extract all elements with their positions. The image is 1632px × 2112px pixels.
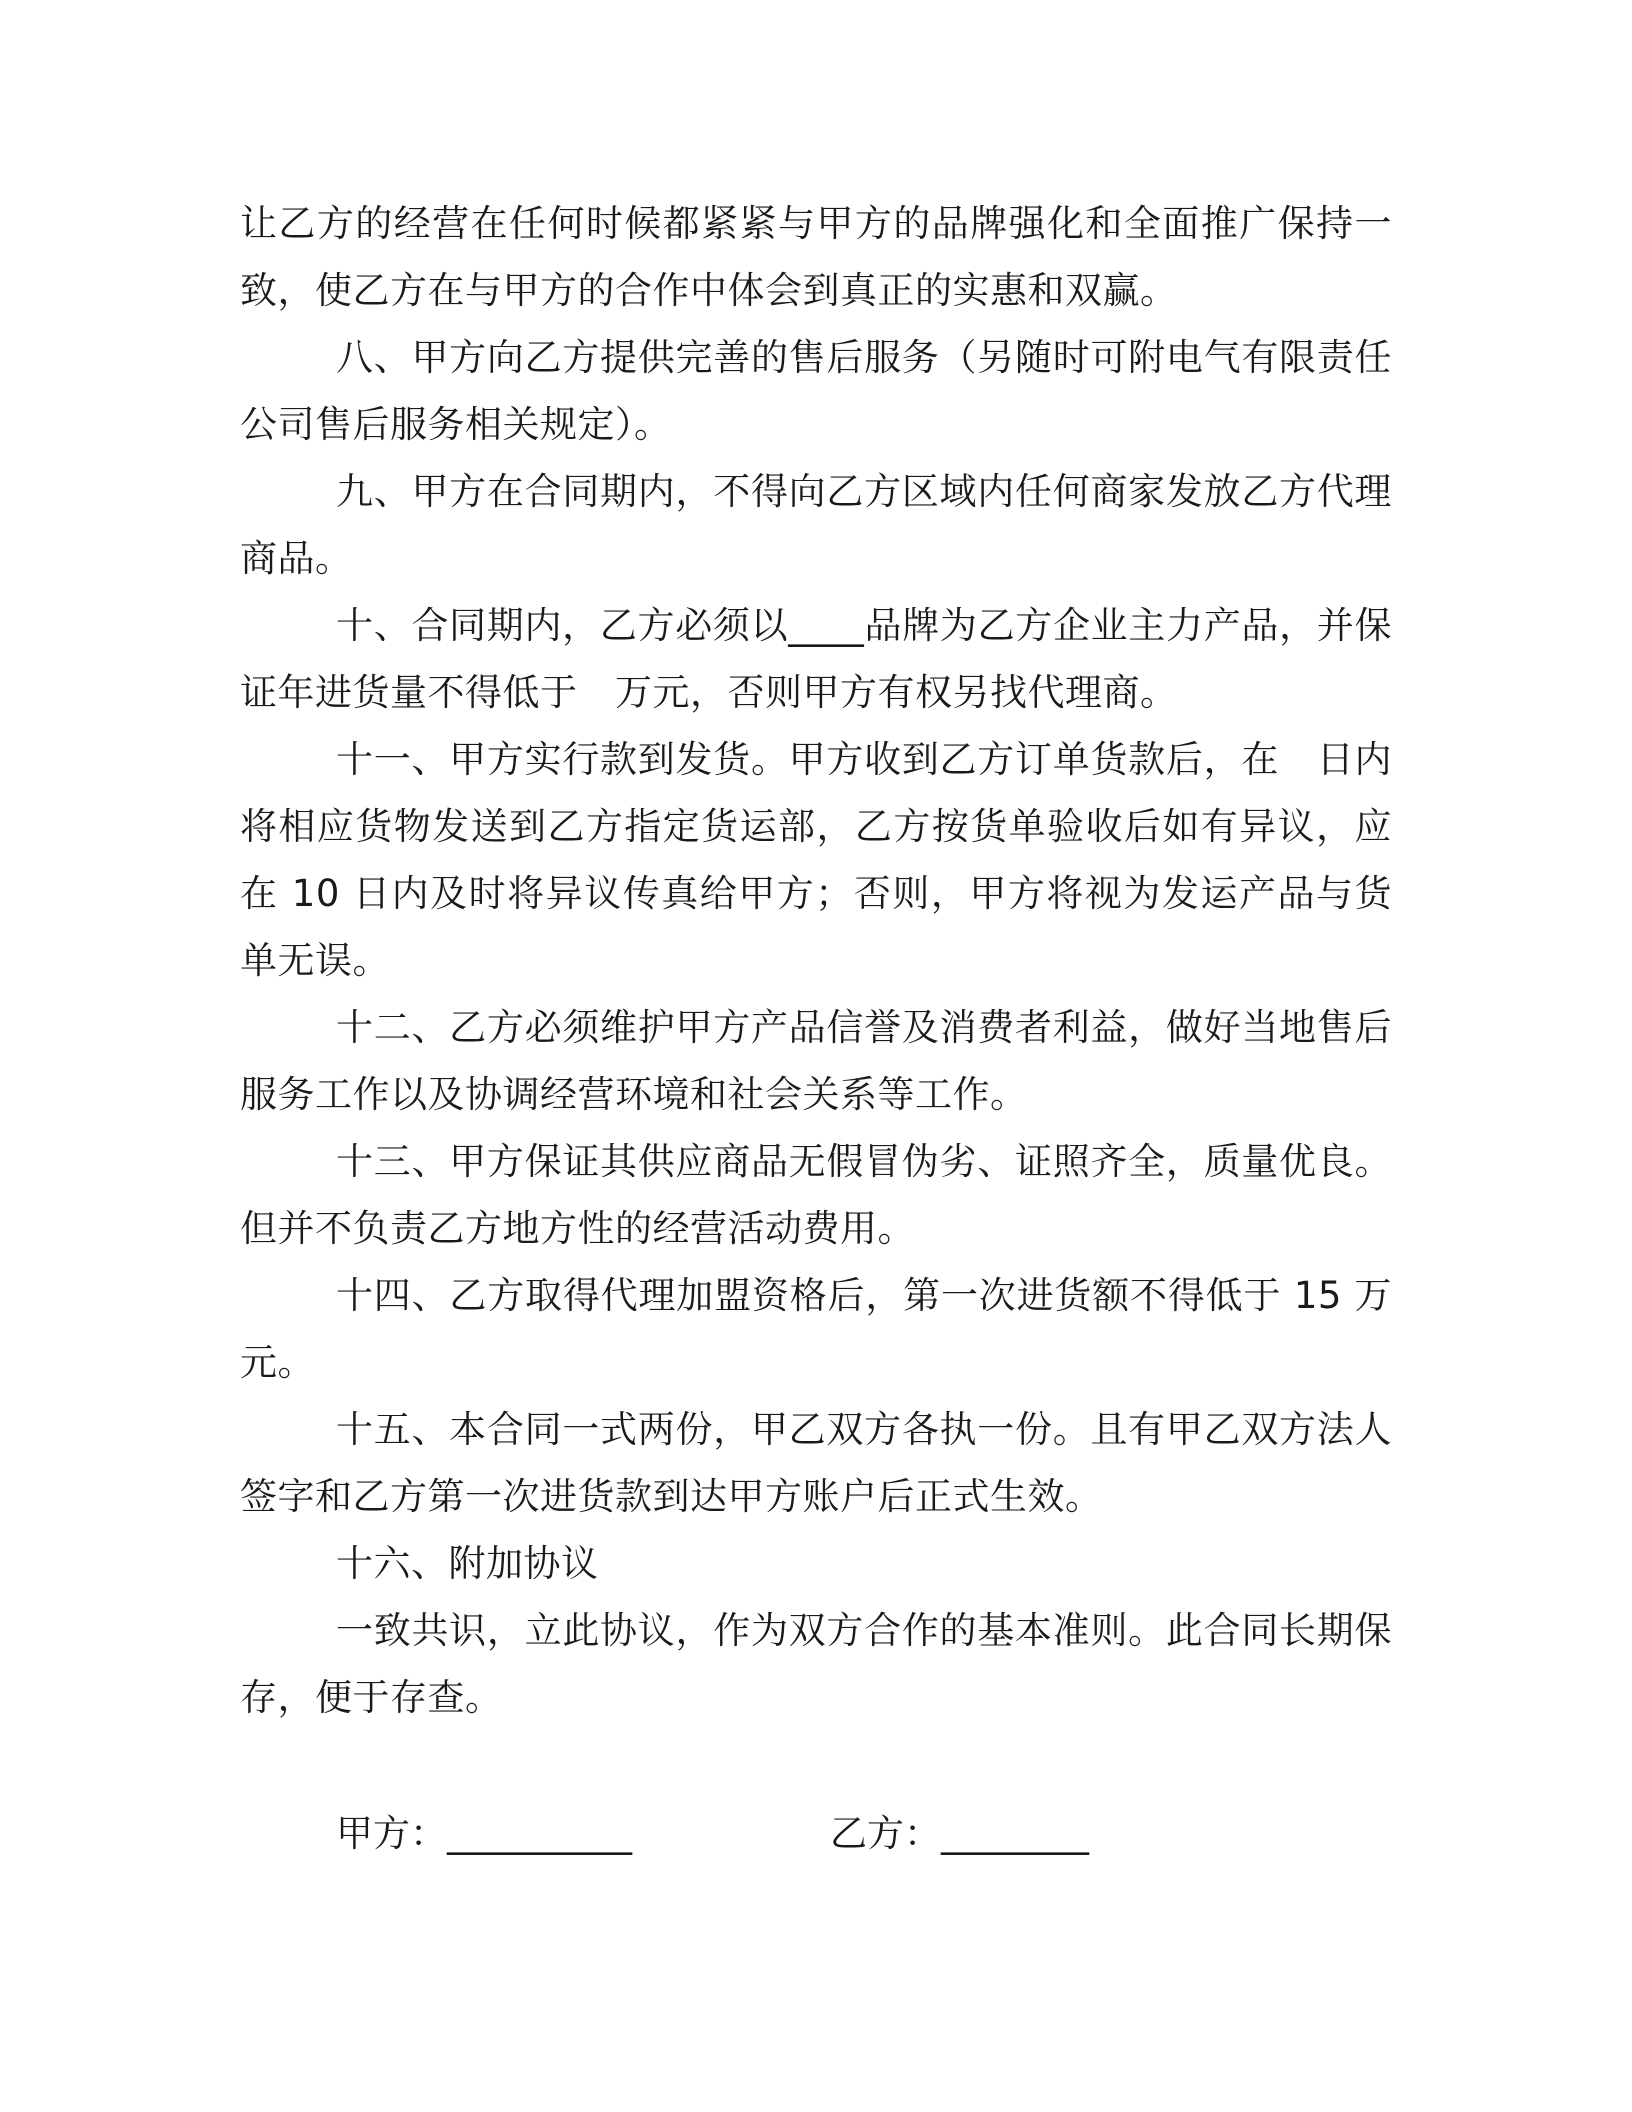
clause-9: 九、甲方在合同期内，不得向乙方区域内任何商家发放乙方代理商品。 [240, 470, 1392, 580]
clause-10: 十、合同期内，乙方必须以____品牌为乙方企业主力产品，并保证年进货量不得低于 万元，否则甲方有权另找代理商。 [240, 604, 1392, 714]
clause-14: 十四、乙方取得代理加盟资格后，第一次进货额不得低于 15 万元。 [240, 1274, 1392, 1384]
clause-16-body: 一致共识，立此协议，作为双方合作的基本准则。此合同长期保存，便于存查。 [240, 1609, 1392, 1719]
clause-16-heading: 十六、附加协议 [336, 1542, 599, 1585]
paragraph-continuation: 让乙方的经营在任何时候都紧紧与甲方的品牌强化和全面推广保持一致，使乙方在与甲方的合作中体会到真正的实惠和双赢。 [240, 202, 1392, 312]
contract-body [240, 190, 1392, 1731]
party-a-signature: 甲方：__________ [336, 1812, 632, 1855]
clause-8: 八、甲方向乙方提供完善的售后服务（另随时可附电气有限责任公司售后服务相关规定）。 [240, 336, 1392, 446]
clause-15: 十五、本合同一式两份，甲乙双方各执一份。且有甲乙双方法人签字和乙方第一次进货款到达甲方账户后正式生效。 [240, 1408, 1392, 1518]
clause-11: 十一、甲方实行款到发货。甲方收到乙方订单货款后，在 日内将相应货物发送到乙方指定货运部，乙方按货单验收后如有异议，应在 10 日内及时将异议传真给甲方；否则，甲方将视为发运产品与货单无误。 [240, 738, 1392, 982]
clause-13: 十三、甲方保证其供应商品无假冒伪劣、证照齐全，质量优良。但并不负责乙方地方性的经营活动费用。 [240, 1140, 1392, 1250]
signature-block [336, 1800, 1236, 1870]
clause-12: 十二、乙方必须维护甲方产品信誉及消费者利益，做好当地售后服务工作以及协调经营环境和社会关系等工作。 [240, 1006, 1392, 1116]
party-b-signature: 乙方：________ [830, 1812, 1089, 1855]
